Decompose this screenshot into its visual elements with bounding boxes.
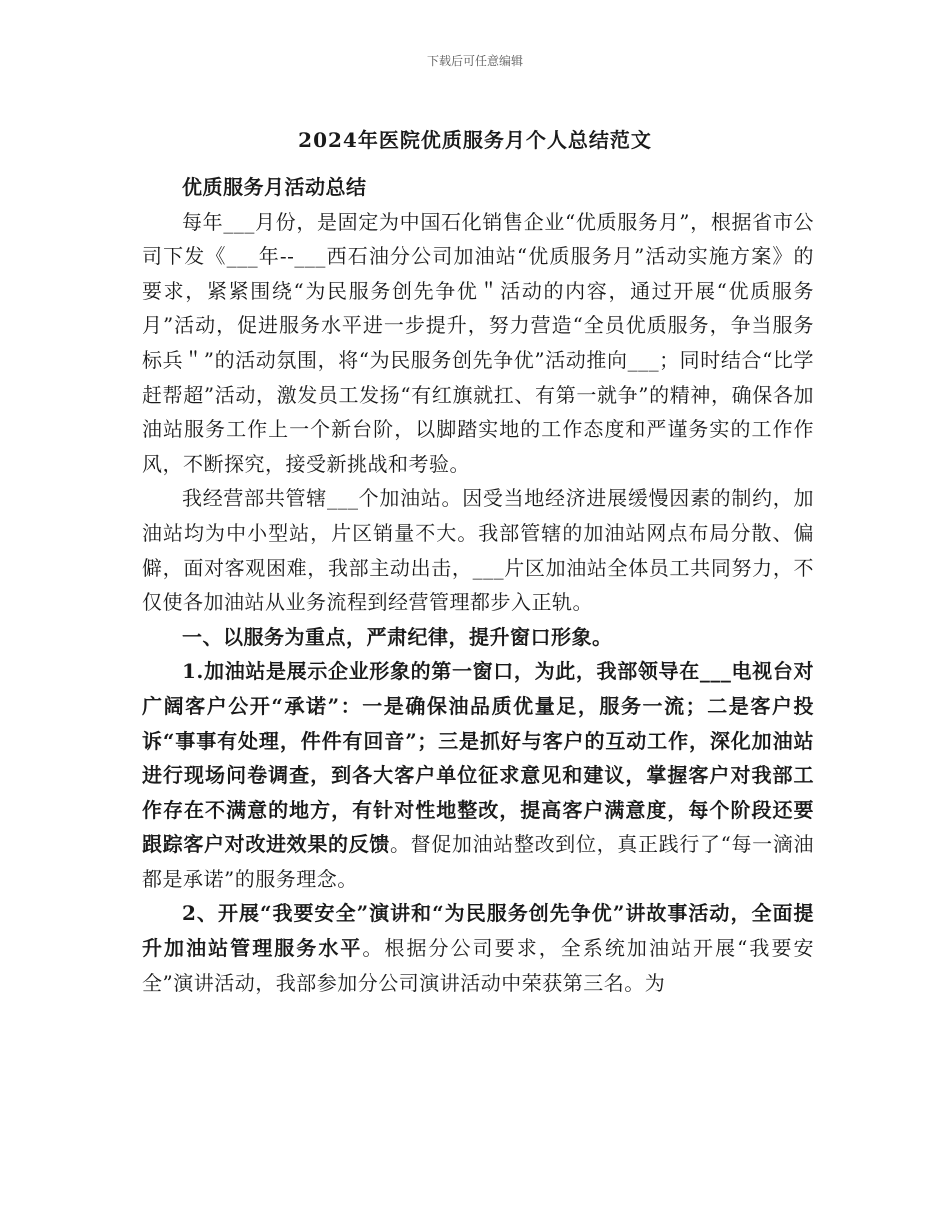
paragraph-6 (142, 896, 814, 1000)
document-body (142, 170, 814, 1000)
section-heading-1-bold: 一、以服务为重点，严肃纪律，提升窗口形象。 (182, 624, 613, 649)
section-heading-1 (142, 620, 814, 655)
paragraph-3 (142, 481, 814, 619)
header-note: 下载后可任意编辑 (426, 54, 523, 68)
paragraph-5-text: 。督促加油站整改到位，真正践行了“每一滴油都是承诺”的服务理念。 (142, 832, 814, 891)
paragraph-6-text: 。根据分公司要求，全系统加油站开展“我要安全”演讲活动，我部参加分公司演讲活动中荣获第三名。为 (142, 936, 814, 995)
paragraph-2 (142, 205, 814, 482)
paragraph-3-text: 我经营部共管辖___个加油站。因受当地经济进展缓慢因素的制约，加油站均为中小型站，片区销量不大。我部管辖的加油站网点布局分散、偏僻，面对客观困难，我部主动出击，___片区加油站全体员工共同努力，不仅使各加油站从业务流程到经营管理都步入正轨。 (142, 486, 814, 615)
paragraph-6-bold: 2、开展“我要安全”演讲和“为民服务创先争优”讲故事活动，全面提升加油站管理服务水平 (142, 901, 814, 961)
paragraph-1 (142, 170, 814, 205)
paragraph-5 (142, 654, 814, 896)
document-title: 2024年医院优质服务月个人总结范文 (298, 128, 652, 152)
paragraph-1-bold: 优质服务月活动总结 (182, 175, 367, 199)
paragraph-2-text: 每年___月份，是固定为中国石化销售企业“优质服务月”，根据省市公司下发《___年--___西石油分公司加油站“优质服务月”活动实施方案》的要求，紧紧围绕“为民服务创先争优＂活动的内容，通过开展“优质服务月”活动，促进服务水平进一步提升，努力营造“全员优质服务，争当服务标兵＂”的活动氛围，将“为民服务创先争优”活动推向___；同时结合“比学赶帮超”活动，激发员工发扬“有红旗就扛、有第一就争”的精神，确保各加油站服务工作上一个新台阶，以脚踏实地的工作态度和严谨务实的工作作风，不断探究，接受新挑战和考验。 (142, 209, 814, 476)
paragraph-5-bold: 1.加油站是展示企业形象的第一窗口，为此，我部领导在___电视台对广阔客户公开“承诺”：一是确保油品质优量足，服务一流；二是客户投诉“事事有处理，件件有回音”；三是抓好与客户的互动工作，深化加油站进行现场问卷调查，到各大客户单位征求意见和建议，掌握客户对我部工作存在不满意的地方，有针对性地整改，提高客户满意度，每个阶段还要跟踪客户对改进效果的反馈 (142, 659, 814, 857)
